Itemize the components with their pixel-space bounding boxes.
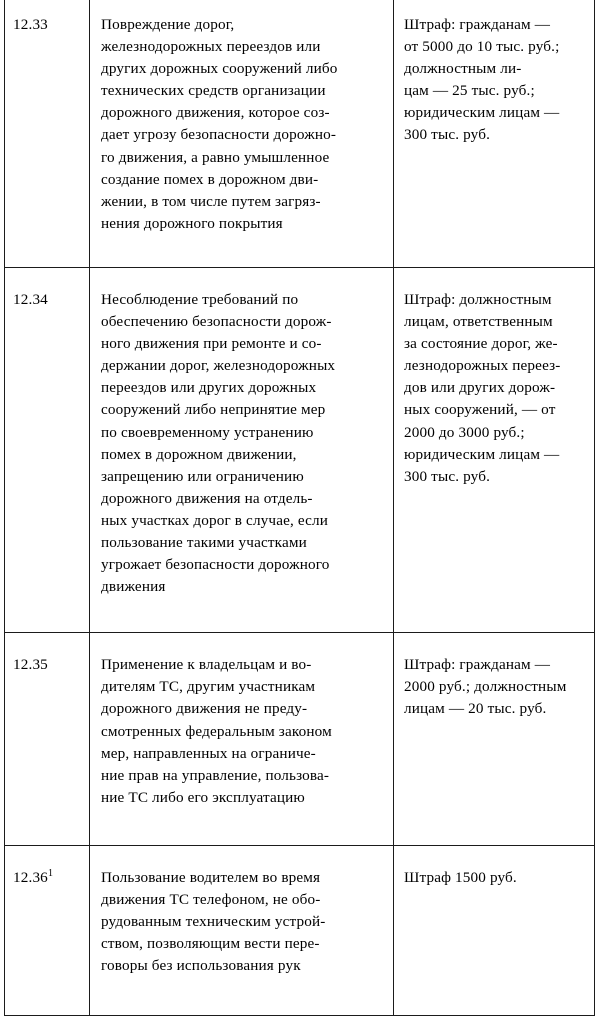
text-line: го движения, а равно умышленное xyxy=(101,148,330,166)
item-number xyxy=(5,633,89,686)
penalty-cell xyxy=(394,267,595,632)
cell-spacer xyxy=(101,809,385,831)
item-number-text: 12.35 xyxy=(13,656,48,674)
text-line: 2000 до 3000 руб.; xyxy=(404,423,525,441)
cell-spacer xyxy=(101,977,385,1001)
text-line: запрещению или ограничению xyxy=(101,467,304,485)
text-line: от 5000 до 10 тыс. руб.; xyxy=(404,38,560,56)
violation-description-cell xyxy=(90,267,394,632)
text-line: пользование такими участками xyxy=(101,533,307,551)
item-number xyxy=(5,0,89,46)
text-line: технических средств организации xyxy=(101,82,326,100)
text-line: лезнодорожных переез- xyxy=(404,357,561,375)
cell-spacer xyxy=(101,598,385,618)
text-line: дорожного движения на отдель- xyxy=(101,489,313,507)
text-line: Штраф 1500 руб. xyxy=(404,868,517,886)
text-line: ством, позволяющим вести пере- xyxy=(101,935,320,953)
text-line: дает угрозу безопасности дорожно- xyxy=(101,126,337,144)
text-line: ние прав на управление, пользова- xyxy=(101,766,330,784)
text-line: нения дорожного покрытия xyxy=(101,214,283,232)
text-line: Штраф: гражданам — xyxy=(404,656,551,674)
penalty-cell xyxy=(394,845,595,1015)
table-row xyxy=(5,0,595,267)
text-line: жении, в том числе путем загряз- xyxy=(101,192,321,210)
text-line: движения ТС телефоном, не обо- xyxy=(101,891,321,908)
text-line: переездов или других дорожных xyxy=(101,379,317,397)
table-row xyxy=(5,633,595,846)
text-line: дорожного движения, которое соз- xyxy=(101,104,330,122)
penalty-text xyxy=(394,633,594,734)
text-line: лицам, ответственным xyxy=(404,313,553,331)
text-line: Применение к владельцам и во- xyxy=(101,656,312,674)
text-line: ных сооружений, — от xyxy=(404,401,556,419)
text-line: держании дорог, железнодорожных xyxy=(101,357,336,375)
violation-description xyxy=(90,268,393,632)
penalty-cell xyxy=(394,633,595,846)
text-line: юридическим лицам — xyxy=(404,445,560,463)
text-line: ного движения при ремонте и со- xyxy=(101,335,322,353)
text-line: обеспечению безопасности дорож- xyxy=(101,313,332,331)
text-line: смотренных федеральным законом xyxy=(101,722,332,740)
item-number xyxy=(5,268,89,321)
item-number-cell xyxy=(5,633,90,846)
violation-description-cell xyxy=(90,845,394,1015)
item-number-text: 12.33 xyxy=(13,16,48,33)
table-row xyxy=(5,845,595,1015)
text-line: дорожного движения не преду- xyxy=(101,700,308,718)
text-line: цам — 25 тыс. руб.; xyxy=(404,82,535,100)
penalties-table xyxy=(4,0,595,1016)
text-line: железнодорожных переездов или xyxy=(101,38,321,56)
penalty-text xyxy=(394,0,594,161)
text-line: ние ТС либо его эксплуатацию xyxy=(101,788,305,806)
violation-description-cell xyxy=(90,0,394,267)
text-line: дителям ТС, другим участникам xyxy=(101,678,316,696)
text-line: Повреждение дорог, xyxy=(101,16,235,33)
text-line: за состояние дорог, же- xyxy=(404,335,558,353)
text-line: помех в дорожном движении, xyxy=(101,445,297,463)
text-line: ных участках дорог в случае, если xyxy=(101,511,329,529)
text-line: создание помех в дорожном дви- xyxy=(101,170,319,188)
item-number-text: 12.36 xyxy=(13,868,48,886)
violation-description xyxy=(90,633,393,845)
footnote-marker: 1 xyxy=(47,867,54,879)
penalty-cell xyxy=(394,0,595,267)
text-line: других дорожных сооружений либо xyxy=(101,60,338,78)
text-line: должностным ли- xyxy=(404,60,522,78)
text-line: сооружений либо непринятие мер xyxy=(101,401,326,419)
penalty-text xyxy=(394,268,594,502)
item-number-cell xyxy=(5,845,90,1015)
text-line: 2000 руб.; должностным xyxy=(404,678,567,696)
cell-spacer xyxy=(101,235,385,253)
item-number-cell xyxy=(5,0,90,267)
item-number xyxy=(5,846,89,899)
text-line: Штраф: должностным xyxy=(404,290,552,308)
text-line: Несоблюдение требований по xyxy=(101,290,299,308)
text-line: угрожает безопасности дорожного xyxy=(101,556,330,574)
text-line: 300 тыс. руб. xyxy=(404,126,491,144)
text-line: дов или других дорож- xyxy=(404,379,556,397)
text-line: мер, направленных на ограниче- xyxy=(101,744,316,762)
text-line: по своевременному устранению xyxy=(101,423,314,441)
table-body xyxy=(5,0,595,1016)
violation-description xyxy=(90,846,393,1015)
violation-description xyxy=(90,0,393,267)
text-line: Штраф: гражданам — xyxy=(404,16,551,33)
text-line: движения xyxy=(101,578,166,596)
violation-description-cell xyxy=(90,633,394,846)
text-line: говоры без использования рук xyxy=(101,957,301,975)
text-line: 300 тыс. руб. xyxy=(404,467,491,485)
item-number-text: 12.34 xyxy=(13,290,48,308)
table-row xyxy=(5,267,595,632)
penalty-text xyxy=(394,846,594,903)
text-line: Пользование водителем во время xyxy=(101,868,321,886)
text-line: лицам — 20 тыс. руб. xyxy=(404,700,547,718)
text-line: юридическим лицам — xyxy=(404,104,560,122)
text-line: рудованным техническим устрой- xyxy=(101,913,326,931)
item-number-cell xyxy=(5,267,90,632)
